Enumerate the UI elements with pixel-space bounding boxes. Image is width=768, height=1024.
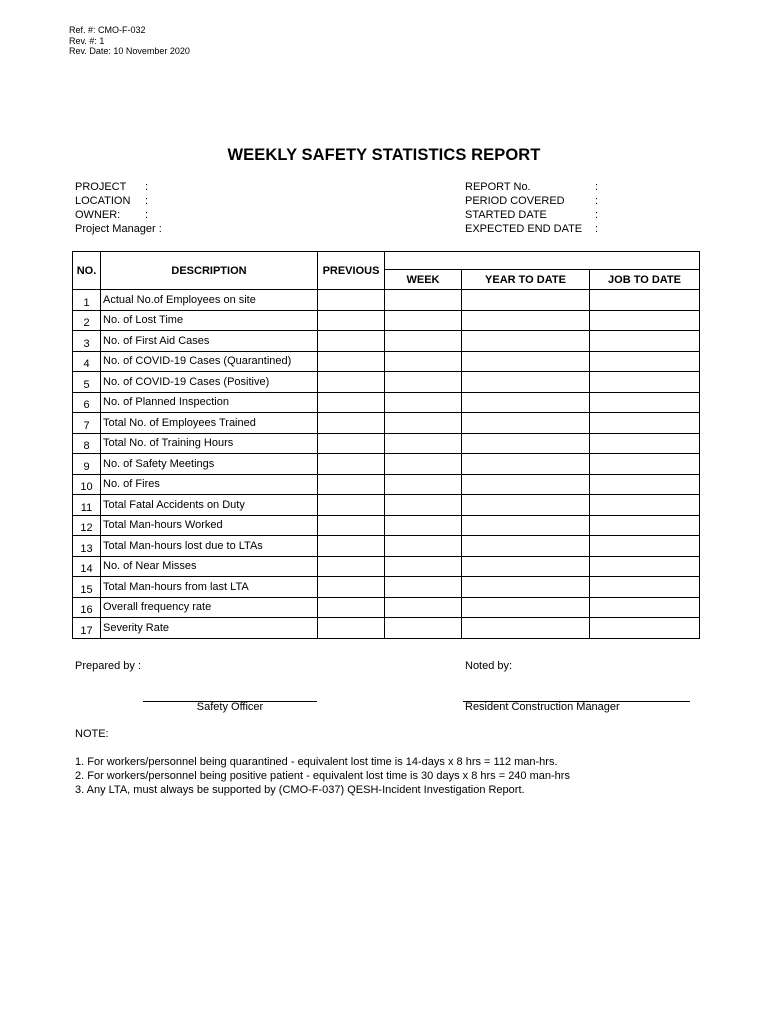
row-number: 10 <box>73 474 101 495</box>
row-description: No. of COVID-19 Cases (Quarantined) <box>101 351 318 372</box>
info-row-expected-end-date <box>465 222 599 236</box>
job-to-date-cell[interactable] <box>590 413 700 434</box>
row-number: 2 <box>73 310 101 331</box>
week-cell[interactable] <box>385 577 462 598</box>
table-row <box>73 474 700 495</box>
prepared-by-label: Prepared by : <box>75 660 142 672</box>
table-row <box>73 454 700 475</box>
year-to-date-cell[interactable] <box>462 372 590 393</box>
info-row-project <box>75 180 162 194</box>
document-reference <box>69 25 190 57</box>
header-year-to-date: YEAR TO DATE <box>462 270 590 290</box>
job-to-date-cell[interactable] <box>590 433 700 454</box>
row-description: No. of Planned Inspection <box>101 392 318 413</box>
row-description: No. of Near Misses <box>101 556 318 577</box>
table-row <box>73 310 700 331</box>
previous-cell[interactable] <box>318 515 385 536</box>
week-cell[interactable] <box>385 454 462 475</box>
info-row-owner <box>75 208 162 222</box>
row-description: No. of COVID-19 Cases (Positive) <box>101 372 318 393</box>
report-title: WEEKLY SAFETY STATISTICS REPORT <box>227 146 541 164</box>
info-label-project: PROJECT <box>75 181 127 193</box>
row-number: 17 <box>73 618 101 639</box>
year-to-date-cell[interactable] <box>462 310 590 331</box>
statistics-table <box>72 251 700 639</box>
week-cell[interactable] <box>385 290 462 311</box>
job-to-date-cell[interactable] <box>590 577 700 598</box>
project-info-left <box>75 180 162 236</box>
row-description: Total Man-hours from last LTA <box>101 577 318 598</box>
job-to-date-cell[interactable] <box>590 597 700 618</box>
info-label-period-covered: PERIOD COVERED <box>465 195 565 207</box>
year-to-date-cell[interactable] <box>462 392 590 413</box>
info-colon: : <box>595 195 599 207</box>
table-row <box>73 290 700 311</box>
year-to-date-cell[interactable] <box>462 351 590 372</box>
job-to-date-cell[interactable] <box>590 331 700 352</box>
info-label-project-manager: Project Manager : <box>75 223 162 235</box>
header-previous: PREVIOUS <box>318 252 385 290</box>
year-to-date-cell[interactable] <box>462 474 590 495</box>
job-to-date-cell[interactable] <box>590 474 700 495</box>
previous-cell[interactable] <box>318 495 385 516</box>
year-to-date-cell[interactable] <box>462 556 590 577</box>
job-to-date-cell[interactable] <box>590 556 700 577</box>
info-colon: : <box>145 195 149 207</box>
previous-cell[interactable] <box>318 392 385 413</box>
row-number: 5 <box>73 372 101 393</box>
info-colon: : <box>595 209 599 221</box>
previous-cell[interactable] <box>318 618 385 639</box>
info-row-report-no <box>465 180 599 194</box>
noted-by-label: Noted by: <box>465 660 513 672</box>
row-description: Total Man-hours lost due to LTAs <box>101 536 318 557</box>
job-to-date-cell[interactable] <box>590 290 700 311</box>
notes-title: NOTE: <box>75 728 109 740</box>
row-number: 12 <box>73 515 101 536</box>
week-cell[interactable] <box>385 413 462 434</box>
notes-list <box>75 755 570 797</box>
info-row-location <box>75 194 162 208</box>
year-to-date-cell[interactable] <box>462 495 590 516</box>
week-cell[interactable] <box>385 433 462 454</box>
row-description: Total No. of Employees Trained <box>101 413 318 434</box>
safety-officer-label: Safety Officer <box>196 701 264 713</box>
table-row <box>73 351 700 372</box>
info-colon: : <box>595 181 599 193</box>
statistics-rows <box>73 290 700 639</box>
header-current-period <box>385 252 700 270</box>
revision-number: Rev. #: 1 <box>69 35 105 46</box>
previous-cell[interactable] <box>318 536 385 557</box>
week-cell[interactable] <box>385 331 462 352</box>
year-to-date-cell[interactable] <box>462 413 590 434</box>
info-colon: : <box>145 209 149 221</box>
year-to-date-cell[interactable] <box>462 597 590 618</box>
previous-cell[interactable] <box>318 372 385 393</box>
previous-cell[interactable] <box>318 310 385 331</box>
row-number: 6 <box>73 392 101 413</box>
week-cell[interactable] <box>385 310 462 331</box>
row-description: No. of Safety Meetings <box>101 454 318 475</box>
header-job-to-date: JOB TO DATE <box>590 270 700 290</box>
table-row <box>73 536 700 557</box>
week-cell[interactable] <box>385 351 462 372</box>
table-row <box>73 515 700 536</box>
info-label-location: LOCATION <box>75 195 131 207</box>
table-row <box>73 331 700 352</box>
info-label-report-no: REPORT No. <box>465 181 531 193</box>
row-description: Total Man-hours Worked <box>101 515 318 536</box>
week-cell[interactable] <box>385 515 462 536</box>
row-number: 1 <box>73 290 101 311</box>
header-week: WEEK <box>385 270 462 290</box>
info-colon: : <box>145 181 149 193</box>
row-description: Total No. of Training Hours <box>101 433 318 454</box>
header-no: NO. <box>73 252 101 290</box>
job-to-date-cell[interactable] <box>590 392 700 413</box>
note-item: 1. For workers/personnel being quarantined - equivalent lost time is 14-days x 8 hrs = 112 man-hrs. <box>75 756 558 768</box>
year-to-date-cell[interactable] <box>462 454 590 475</box>
info-label-expected-end-date: EXPECTED END DATE <box>465 223 583 235</box>
previous-cell[interactable] <box>318 413 385 434</box>
previous-cell[interactable] <box>318 331 385 352</box>
week-cell[interactable] <box>385 495 462 516</box>
table-row <box>73 597 700 618</box>
previous-cell[interactable] <box>318 433 385 454</box>
row-number: 11 <box>73 495 101 516</box>
week-cell[interactable] <box>385 392 462 413</box>
row-number: 16 <box>73 597 101 618</box>
ref-number: Ref. #: CMO-F-032 <box>69 25 146 35</box>
year-to-date-cell[interactable] <box>462 331 590 352</box>
header-description: DESCRIPTION <box>101 252 318 290</box>
row-number: 9 <box>73 454 101 475</box>
week-cell[interactable] <box>385 536 462 557</box>
job-to-date-cell[interactable] <box>590 618 700 639</box>
row-description: Severity Rate <box>101 618 318 639</box>
previous-cell[interactable] <box>318 556 385 577</box>
row-description: No. of Fires <box>101 474 318 495</box>
info-label-started-date: STARTED DATE <box>465 209 547 221</box>
row-description: No. of Lost Time <box>101 310 318 331</box>
info-row-started-date <box>465 208 599 222</box>
table-row <box>73 413 700 434</box>
week-cell[interactable] <box>385 372 462 393</box>
revision-date: Rev. Date: 10 November 2020 <box>69 46 190 56</box>
year-to-date-cell[interactable] <box>462 577 590 598</box>
previous-cell[interactable] <box>318 290 385 311</box>
row-description: Overall frequency rate <box>101 597 318 618</box>
year-to-date-cell[interactable] <box>462 515 590 536</box>
job-to-date-cell[interactable] <box>590 495 700 516</box>
table-row <box>73 577 700 598</box>
week-cell[interactable] <box>385 597 462 618</box>
info-row-project-manager <box>75 222 162 236</box>
row-number: 7 <box>73 413 101 434</box>
row-number: 8 <box>73 433 101 454</box>
week-cell[interactable] <box>385 618 462 639</box>
year-to-date-cell[interactable] <box>462 618 590 639</box>
previous-cell[interactable] <box>318 474 385 495</box>
table-row <box>73 556 700 577</box>
year-to-date-cell[interactable] <box>462 433 590 454</box>
previous-cell[interactable] <box>318 351 385 372</box>
row-number: 13 <box>73 536 101 557</box>
info-label-owner: OWNER: <box>75 209 121 221</box>
note-item: 3. Any LTA, must always be supported by (CMO-F-037) QESH-Incident Investigation Report. <box>75 784 525 796</box>
week-cell[interactable] <box>385 556 462 577</box>
job-to-date-cell[interactable] <box>590 351 700 372</box>
row-description: No. of First Aid Cases <box>101 331 318 352</box>
info-colon: : <box>595 223 599 235</box>
table-row <box>73 495 700 516</box>
job-to-date-cell[interactable] <box>590 372 700 393</box>
row-number: 15 <box>73 577 101 598</box>
note-item: 2. For workers/personnel being positive patient - equivalent lost time is 30 days x 8 hrs = 240 man-hrs <box>75 770 570 782</box>
info-row-period-covered <box>465 194 599 208</box>
row-description: Actual No.of Employees on site <box>101 290 318 311</box>
table-row <box>73 618 700 639</box>
year-to-date-cell[interactable] <box>462 290 590 311</box>
previous-cell[interactable] <box>318 577 385 598</box>
row-number: 4 <box>73 351 101 372</box>
job-to-date-cell[interactable] <box>590 310 700 331</box>
project-info-right <box>465 180 599 236</box>
table-row <box>73 433 700 454</box>
table-row <box>73 392 700 413</box>
job-to-date-cell[interactable] <box>590 454 700 475</box>
row-number: 14 <box>73 556 101 577</box>
previous-cell[interactable] <box>318 454 385 475</box>
job-to-date-cell[interactable] <box>590 515 700 536</box>
previous-cell[interactable] <box>318 597 385 618</box>
table-row <box>73 372 700 393</box>
year-to-date-cell[interactable] <box>462 536 590 557</box>
week-cell[interactable] <box>385 474 462 495</box>
job-to-date-cell[interactable] <box>590 536 700 557</box>
resident-manager-label: Resident Construction Manager <box>465 701 620 713</box>
row-number: 3 <box>73 331 101 352</box>
row-description: Total Fatal Accidents on Duty <box>101 495 318 516</box>
